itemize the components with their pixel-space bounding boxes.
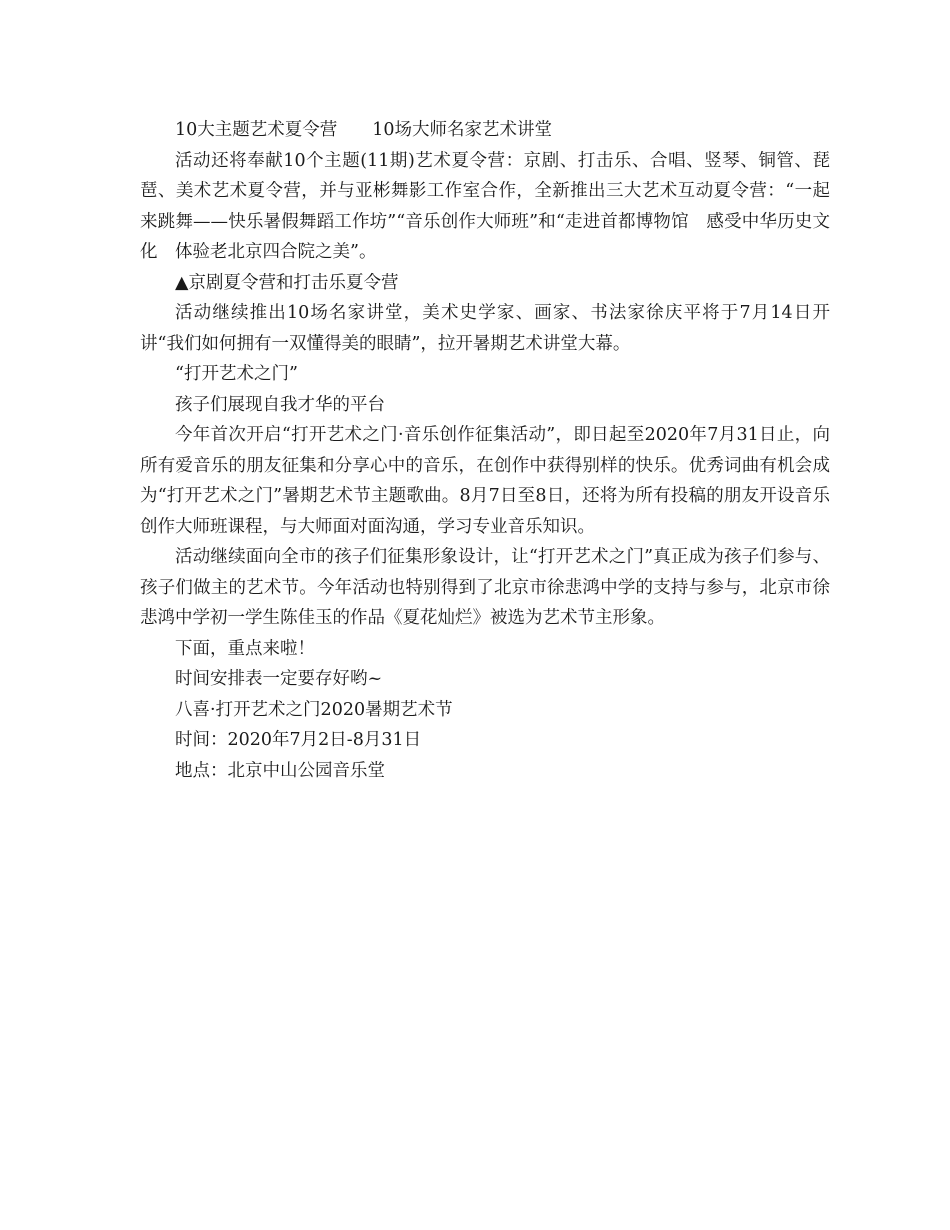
paragraph-music-collection: 今年首次开启“打开艺术之门·音乐创作征集活动”，即日起至2020年7月31日止，向所有爱音乐的朋友征集和分享心中的音乐，在创作中获得别样的快乐。优秀词曲有机会成为“打开艺术之门”暑期艺术节主题歌曲。8月7日至8日，还将为所有投稿的朋友开设音乐创作大师班课程，与大师面对面沟通，学习专业音乐知识。 xyxy=(140,425,830,537)
paragraph-image-design: 活动继续面向全市的孩子们征集形象设计，让“打开艺术之门”真正成为孩子们参与、孩子们做主的艺术节。今年活动也特别得到了北京市徐悲鸿中学的支持与参与，北京市徐悲鸿中学初一学生陈佳玉的作品《夏花灿烂》被选为艺术节主形象。 xyxy=(140,547,830,628)
paragraph-lectures: 活动继续推出10场名家讲堂，美术史学家、画家、书法家徐庆平将于7月14日开讲“我们如何拥有一双懂得美的眼睛”，拉开暑期艺术讲堂大幕。 xyxy=(140,303,830,354)
event-location: 地点：北京中山公园音乐堂 xyxy=(175,760,385,781)
event-name: 八喜·打开艺术之门2020暑期艺术节 xyxy=(175,699,453,720)
paragraph-highlight: 下面，重点来啦！ xyxy=(175,638,315,659)
event-time: 时间：2020年7月2日-8月31日 xyxy=(175,730,422,750)
paragraph-schedule-note: 时间安排表一定要存好哟~ xyxy=(175,669,383,689)
paragraph-summer-camps: 活动还将奉献10个主题(11期)艺术夏令营：京剧、打击乐、合唱、竖琴、铜管、琵琶、美术艺术夏令营，并与亚彬舞影工作室合作，全新推出三大艺术互动夏令营：“一起来跳舞——快乐暑假舞蹈工作坊”“音乐创作大师班”和“走进首都博物馆 感受中华历史文化 体验老北京四合院之美”。 xyxy=(140,150,830,262)
section-subheading-platform: 孩子们展现自我才华的平台 xyxy=(175,394,385,415)
image-caption: ▲京剧夏令营和打击乐夏令营 xyxy=(175,272,399,293)
document-body xyxy=(140,115,830,786)
section-heading-open-art-door: “打开艺术之门” xyxy=(175,364,298,384)
section-heading-camps-and-lectures: 10大主题艺术夏令营 10场大师名家艺术讲堂 xyxy=(175,120,553,140)
